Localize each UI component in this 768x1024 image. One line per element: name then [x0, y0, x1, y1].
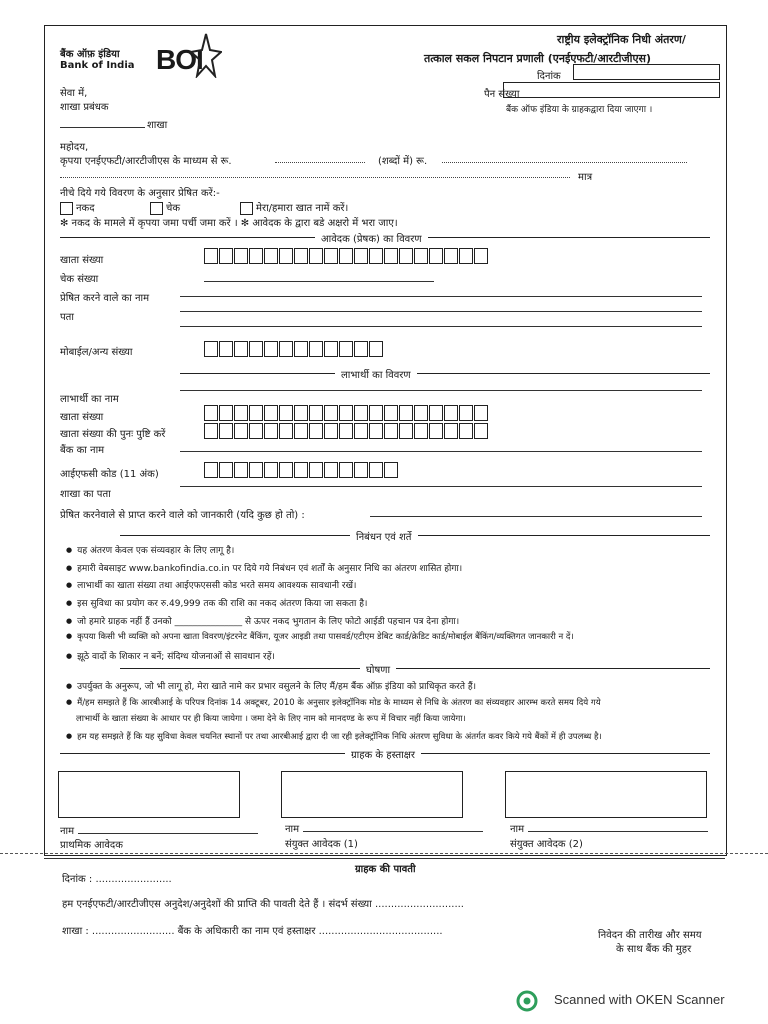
to-label: सेवा में,: [60, 88, 88, 99]
option-cash[interactable]: नकद: [60, 200, 95, 215]
note-line: ✻ नकद के मामले में कृपया जमा पर्ची जमा करें । ✻ आवेदक के द्वारा बडे अक्षरो में भरा जाए।: [60, 218, 398, 229]
date-field[interactable]: [573, 64, 721, 80]
beneficiary-name-label: लाभार्थी का नाम: [60, 394, 119, 405]
sender-info-label: प्रेषित करनेवाले से प्राप्त करने वाले को जानकारी (यदि कुछ हो तो) :: [60, 510, 305, 521]
term-item-2: ● हमारी वेबसाइट www.bankofindia.co.in पर दिये गये निबंधन एवं शर्तों के अनुसार निधि का अंतरण शासित होगा।: [66, 561, 462, 574]
term-item-4: ● इस सुविधा का प्रयोग कर रु.49,999 तक की राशि का नकद अंतरण किया जा सकता है।: [66, 596, 367, 609]
scanner-logo-icon: [516, 990, 538, 1012]
cheque-checkbox[interactable]: [150, 202, 163, 215]
cash-checkbox[interactable]: [60, 202, 73, 215]
sender-name-label: प्रेषित करने वाले का नाम: [60, 293, 150, 304]
confirm-account-label: खाता संख्या की पुनः पुष्टि करें: [60, 429, 166, 440]
confirm-account-boxes[interactable]: [204, 423, 489, 439]
primary-applicant-label: प्राथमिक आवेदक: [60, 840, 123, 851]
applicant-account-boxes[interactable]: [204, 248, 489, 264]
declaration-item-2-cont: लाभार्थी के खाता संख्या के आधार पर ही किया जायेगा । जमा देने के लिए नाम को मानदण्ड के रूप में विचार नहीं किया जायेगा।: [76, 714, 466, 724]
boi-logo: BOI: [156, 44, 203, 75]
send-as-per: नीचे दिये गये विवरण के अनुसार प्रेषित करें:-: [60, 188, 220, 199]
term-item-7: ● झूठे वादों के शिकार न बनें; संदिग्ध योजनाओं से सावधान रहें।: [66, 649, 275, 662]
address-field-2[interactable]: [180, 326, 702, 327]
joint2-signature-box[interactable]: [505, 771, 707, 818]
branch-address-label: शाखा का पता: [60, 489, 111, 500]
scanner-watermark: Scanned with OKEN Scanner: [554, 992, 725, 1007]
address-label: पता: [60, 312, 74, 323]
beneficiary-name-field[interactable]: [180, 390, 702, 391]
primary-name-field[interactable]: [78, 833, 258, 834]
term-item-1: ● यह अंतरण केवल एक संव्यवहार के लिए लागू है।: [66, 543, 234, 556]
joint2-name-label: नाम: [510, 824, 525, 835]
receipt-ack: हम एनईएफटी/आरटीजीएस अनुदेश/अनुदेशों की प्राप्ति की पावती देते हैं । संदर्भ संख्या ............................: [62, 899, 464, 910]
address-field-1[interactable]: [180, 311, 702, 312]
sender-name-field[interactable]: [180, 296, 702, 297]
joint1-name-label: नाम: [285, 824, 300, 835]
stamp-line-1: निवेदन की तारीख और समय: [598, 930, 702, 941]
mobile-boxes[interactable]: [204, 341, 384, 357]
amount-field[interactable]: [275, 162, 365, 163]
primary-signature-box[interactable]: [58, 771, 240, 818]
joint1-applicant-label: संयुक्त आवेदक (1): [285, 839, 358, 850]
ifsc-boxes[interactable]: [204, 462, 399, 478]
branch-name-field[interactable]: [60, 127, 145, 128]
receipt-heading: ग्राहक की पावती: [355, 864, 416, 875]
terms-heading: निबंधन एवं शर्ते: [60, 529, 710, 541]
bank-name-english: Bank of India: [60, 60, 135, 71]
primary-name-label: नाम: [60, 826, 75, 837]
applicant-heading: आवेदक (प्रेषक) का विवरण: [60, 231, 710, 243]
date-label: दिनांक: [537, 71, 561, 82]
to-be-given-note: बैंक ऑफ इंडिया के ग्राहकद्वारा दिया जाएगा ।: [506, 105, 653, 115]
declaration-item-3: ● हम यह समझते हैं कि यह सुविधा केवल चयनित स्थानों पर तथा आरबीआई द्वारा दी जा रही इलेक्ट्रॉनिक निधि अंतरण सुविधा के अंतर्गत कवर किये गये बैंकों में ही उपलब्ध है।: [66, 731, 602, 742]
bank-name-label: बैंक का नाम: [60, 445, 105, 456]
amount-words-field[interactable]: [442, 162, 687, 163]
form-title-1: राष्ट्रीय इलेक्ट्रॉनिक निधी अंतरण/: [557, 33, 686, 46]
pan-field[interactable]: [503, 82, 721, 98]
amount-words-field-2[interactable]: [60, 177, 570, 178]
declaration-item-2: ● मैं/हम समझते हैं कि आरबीआई के परिपत्र दिनांक 14 अक्टूबर, 2010 के अनुसार इलेक्ट्रॉनिक मोड के माध्यम से निधि के अंतरण का संव्यवहार आरम्भ करते समय दिये गये: [66, 697, 601, 708]
account-checkbox[interactable]: [240, 202, 253, 215]
bank-name-field[interactable]: [180, 451, 702, 452]
branch-suffix: शाखा: [147, 120, 168, 131]
sender-info-field[interactable]: [370, 516, 702, 517]
ifsc-label: आईएफसी कोड (11 अंक): [60, 469, 159, 480]
request-line: कृपया एनईएफटी/आरटीजीएस के माध्यम से रू.: [60, 156, 232, 167]
option-account[interactable]: मेरा/हमारा खात नामें करें।: [240, 200, 348, 215]
pan-label: पैन संख्या: [484, 89, 520, 100]
mobile-label: मोबाईल/अन्य संख्या: [60, 347, 133, 358]
receipt-top-rule: [44, 858, 725, 859]
joint1-name-field[interactable]: [303, 831, 483, 832]
branch-address-field[interactable]: [180, 486, 702, 487]
declaration-heading: घोषणा: [60, 662, 710, 674]
option-cheque[interactable]: चेक: [150, 200, 180, 215]
stamp-line-2: के साथ बैंक की मुहर: [616, 944, 692, 955]
cheque-number-label: चेक संख्या: [60, 274, 99, 285]
receipt-branch: शाखा : .......................... बैंक के अधिकारी का नाम एवं हस्ताक्षर .......................................: [62, 926, 443, 937]
receipt-date: दिनांक : ........................: [62, 874, 172, 885]
cheque-number-field[interactable]: [204, 281, 434, 282]
term-item-3: ● लाभार्थी का खाता संख्या तथा आईएफएससी कोड भरते समय आवश्यक सावधानी रखें।: [66, 578, 356, 591]
joint2-name-field[interactable]: [528, 831, 708, 832]
cut-line: [0, 853, 768, 854]
term-item-5: ● जो हमारे ग्राहक नहीं हैं उनको _______________ से ऊपर नकद भुगतान के लिए फोटो आईडी पहचान पत्र देना होगा।: [66, 614, 459, 627]
term-item-6: ● कृपया किसी भी व्यक्ति को अपना खाता विवरण/इंटरनेट बैंकिंग, यूजर आइडी तथा पासवर्ड/एटीएम डेबिट कार्ड/क्रेडिट कार्ड/मोबाईल बैंकिंग/व्यक्तिगत जानकारी न दें।: [66, 631, 574, 642]
joint1-signature-box[interactable]: [281, 771, 463, 818]
only-label: मात्र: [578, 172, 593, 183]
beneficiary-account-boxes[interactable]: [204, 405, 489, 421]
applicant-account-label: खाता संख्या: [60, 255, 104, 266]
salutation: महोदय,: [60, 142, 89, 153]
in-words-label: (शब्दों में) रू.: [378, 156, 428, 167]
declaration-item-1: ● उपर्युक्त के अनुरूप, जो भी लागू हो, मेरा खाते नामे कर प्रभार वसुलने के लिए मैं/हम बैंक ऑफ़ इंडिया को प्राधिकृत करते हैं।: [66, 679, 476, 692]
star-logo-icon: [190, 32, 222, 78]
beneficiary-heading: लाभार्थी का विवरण: [60, 367, 710, 379]
beneficiary-account-label: खाता संख्या: [60, 412, 104, 423]
bank-name-hindi: बैंक ऑफ़ इंडिया: [60, 49, 120, 60]
signature-heading: ग्राहक के हस्ताक्षर: [60, 747, 710, 759]
branch-manager-label: शाखा प्रबंधक: [60, 102, 109, 113]
joint2-applicant-label: संयुक्त आवेदक (2): [510, 839, 583, 850]
form-title-2: तत्काल सकल निपटान प्रणाली (एनईएफटी/आरटीजीएस): [424, 52, 652, 65]
